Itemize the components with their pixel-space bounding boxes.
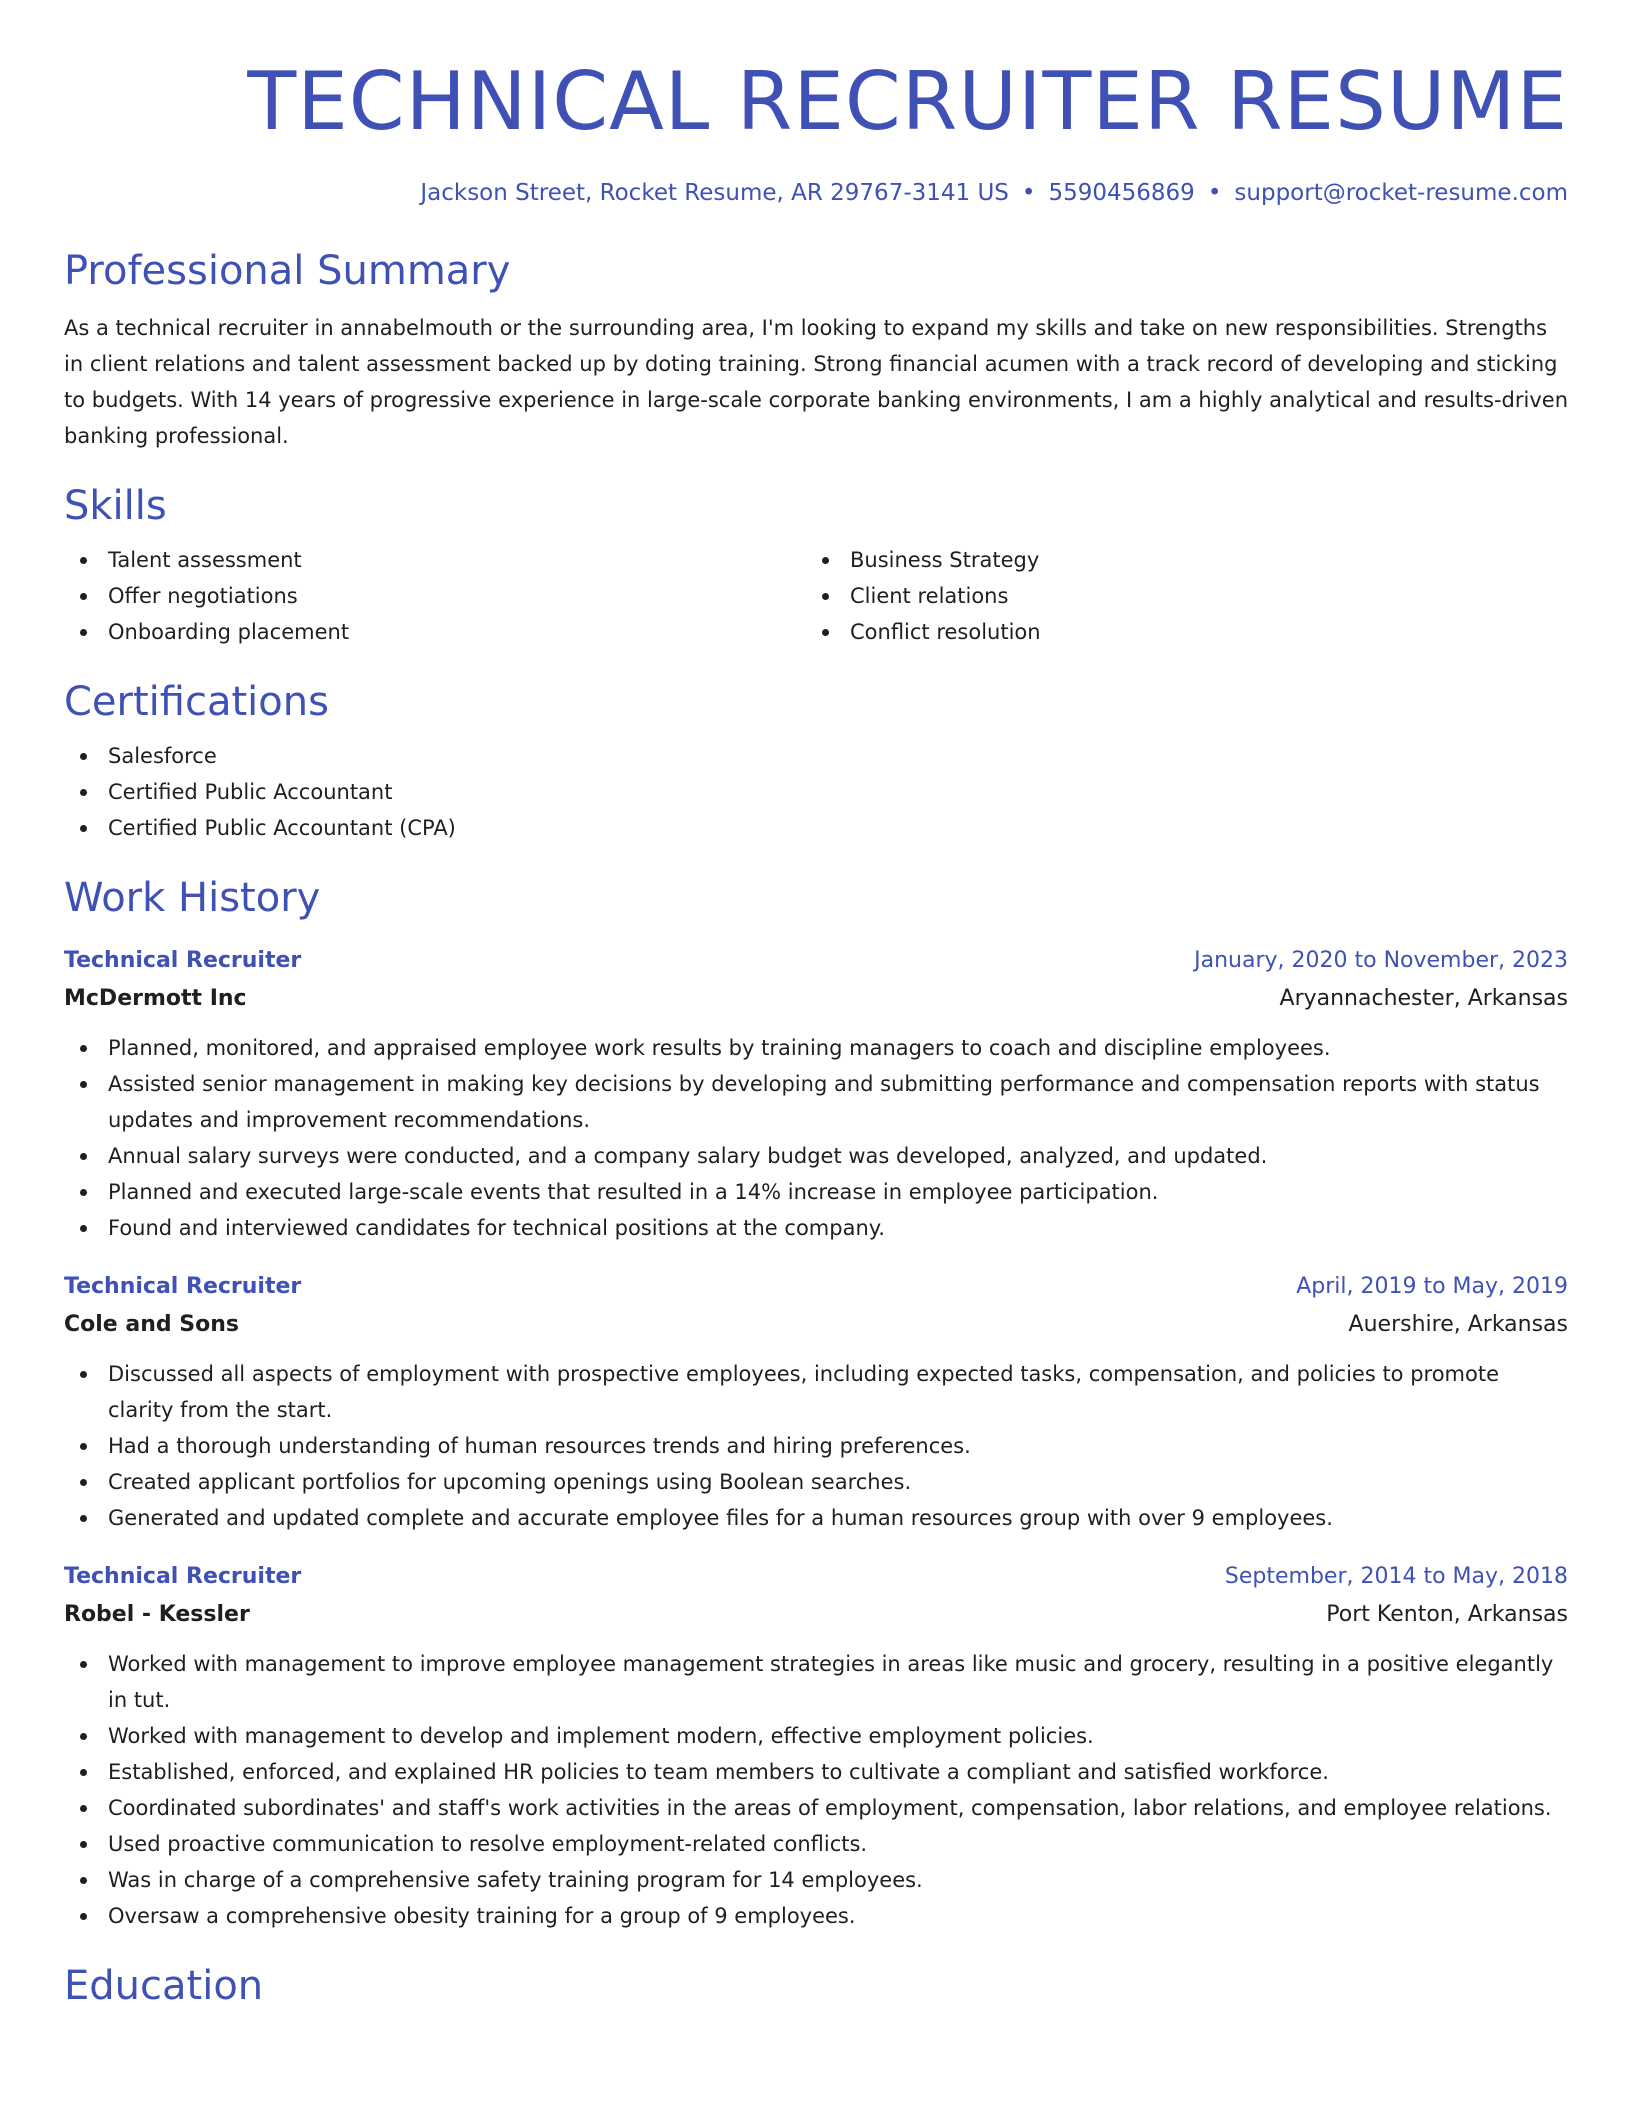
job-bullet: Planned, monitored, and appraised employee work results by training managers to coach and discipline employees. [64, 1030, 1568, 1066]
skill-item: Offer negotiations [64, 578, 806, 614]
contact-line [64, 177, 1568, 209]
job-company: Robel - Kessler [64, 1602, 250, 1627]
job-entry [64, 1268, 1568, 1536]
certification-item: Salesforce [64, 738, 1568, 774]
job-title: Technical Recruiter [64, 1564, 302, 1589]
skills-heading: Skills [64, 483, 167, 529]
job-bullet: Had a thorough understanding of human resources trends and hiring preferences. [64, 1428, 1568, 1464]
job-bullet: Planned and executed large-scale events that resulted in a 14% increase in employee participation. [64, 1174, 1568, 1210]
job-bullet: Discussed all aspects of employment with prospective employees, including expected tasks, compensation, and policies to promote clarity from the start. [64, 1356, 1568, 1428]
skills-list-left [64, 542, 806, 650]
contact-separator: • [1021, 180, 1036, 206]
job-bullet: Assisted senior management in making key decisions by developing and submitting performance and compensation reports with status updates and improvement recommendations. [64, 1066, 1568, 1138]
work-history-section [64, 872, 1568, 1934]
job-bullets [64, 1646, 1568, 1934]
certification-item: Certified Public Accountant (CPA) [64, 810, 1568, 846]
summary-text: As a technical recruiter in annabelmouth or the surrounding area, I'm looking to expand my skills and take on new responsibilities. Strengths in client relations and talent assessment backed up by doting training. Strong financial acumen with a track record of developing and sticking to budgets. With 14 years of progressive experience in large-scale corporate banking environments, I am a highly analytical and results-driven banking professional. [64, 316, 1569, 448]
skill-item: Business Strategy [806, 542, 1548, 578]
job-bullet: Created applicant portfolios for upcoming openings using Boolean searches. [64, 1464, 1568, 1500]
job-location: Port Kenton, Arkansas [1326, 1602, 1568, 1627]
job-bullets [64, 1030, 1568, 1246]
job-bullet: Coordinated subordinates' and staff's work activities in the areas of employment, compensation, labor relations, and employee relations. [64, 1790, 1568, 1826]
job-entry [64, 942, 1568, 1246]
skill-item: Client relations [806, 578, 1548, 614]
skills-section [64, 480, 1568, 650]
job-bullet: Generated and updated complete and accurate employee files for a human resources group with over 9 employees. [64, 1500, 1568, 1536]
skill-item: Onboarding placement [64, 614, 806, 650]
job-bullet: Used proactive communication to resolve employment-related conflicts. [64, 1826, 1568, 1862]
contact-address: Jackson Street, Rocket Resume, AR 29767-3141 US [420, 180, 1009, 206]
job-bullets [64, 1356, 1568, 1536]
job-dates: September, 2014 to May, 2018 [1224, 1564, 1568, 1589]
summary-heading: Professional Summary [64, 248, 511, 294]
job-location: Auershire, Arkansas [1348, 1312, 1568, 1337]
job-entry [64, 1558, 1568, 1934]
job-bullet: Annual salary surveys were conducted, and a company salary budget was developed, analyzed, and updated. [64, 1138, 1568, 1174]
certifications-heading: Certifications [64, 679, 329, 725]
certifications-section [64, 676, 1568, 846]
job-bullet: Found and interviewed candidates for technical positions at the company. [64, 1210, 1568, 1246]
work-history-heading: Work History [64, 875, 321, 921]
job-bullet: Oversaw a comprehensive obesity training for a group of 9 employees. [64, 1898, 1568, 1934]
job-dates: April, 2019 to May, 2019 [1296, 1274, 1568, 1299]
education-heading: Education [64, 1963, 264, 2009]
job-company: Cole and Sons [64, 1312, 240, 1337]
resume-title: TECHNICAL RECRUITER RESUME [247, 55, 1568, 148]
job-title: Technical Recruiter [64, 1274, 302, 1299]
summary-section [64, 245, 1568, 454]
skills-list-right [806, 542, 1548, 650]
job-title: Technical Recruiter [64, 948, 302, 973]
certification-item: Certified Public Accountant [64, 774, 1568, 810]
skill-item: Talent assessment [64, 542, 806, 578]
certifications-list [64, 738, 1568, 846]
job-dates: January, 2020 to November, 2023 [1194, 948, 1568, 973]
job-bullet: Worked with management to improve employee management strategies in areas like music and grocery, resulting in a positive elegantly in tut. [64, 1646, 1568, 1718]
contact-email[interactable]: support@rocket-resume.com [1234, 180, 1568, 206]
job-bullet: Was in charge of a comprehensive safety training program for 14 employees. [64, 1862, 1568, 1898]
contact-phone: 5590456869 [1048, 180, 1195, 206]
job-company: McDermott Inc [64, 986, 247, 1011]
skills-grid [64, 532, 1568, 650]
job-location: Aryannachester, Arkansas [1279, 986, 1568, 1011]
job-bullet: Worked with management to develop and implement modern, effective employment policies. [64, 1718, 1568, 1754]
education-section [64, 1960, 1568, 2012]
job-bullet: Established, enforced, and explained HR policies to team members to cultivate a compliant and satisfied workforce. [64, 1754, 1568, 1790]
resume-page [64, 0, 1568, 2012]
skill-item: Conflict resolution [806, 614, 1548, 650]
contact-separator: • [1207, 180, 1222, 206]
